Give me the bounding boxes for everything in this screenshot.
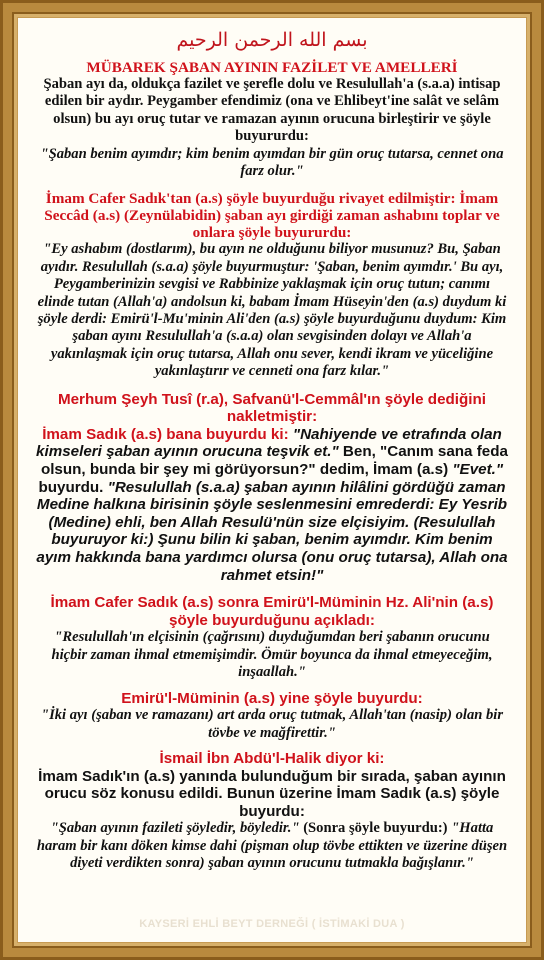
section-3-text-2: buyurdu. xyxy=(38,478,108,496)
section-2-title: İmam Cafer Sadık'tan (a.s) şöyle buyurduğu rivayet edilmiştir: İmam Seccâd (a.s) (Zeynülabidin) şaban ayı girdiği zaman ashabını toplar ve onlara şöyle buyururdu: xyxy=(44,190,500,242)
text-panel xyxy=(17,17,527,943)
section-1-body: Şaban ayı da, oldukça fazilet ve şerefle dolu ve Resulullah'a (s.a.a) intisap edilen bir aydır. Peygamber efendimiz (ona ve Ehlibeyt'ine salât ve selâm olsun) bu ayı oruç tutar ve ramazan ayının orucuna birleştirir ve şöyle buyururdu: xyxy=(43,76,501,145)
section-4-title: İmam Cafer Sadık (a.s) sonra Emirü'l-Müminin Hz. Ali'nin (a.s) şöyle buyurduğunu açıkladı: xyxy=(50,594,494,629)
section-3-title: Merhum Şeyh Tusî (r.a), Safvanü'l-Cemmâl'ın şöyle dediğini nakletmiştir: xyxy=(57,390,487,426)
section-6-text-1: (Sonra şöyle buyurdu:) xyxy=(299,820,452,837)
section-6-quote-block xyxy=(36,820,508,872)
section-3-quote-3: "Resulullah (s.a.a) şaban ayının hilâlini gördüğü zaman Medine halkına birisinin şöyle seslenmesini emrederdi: Ey Yesrib (Medine) ehli, ben Allah Resulü'nün size elçisiyim. (Resulullah buyuruyor ki:) Şunu bilin ki şaban, benim ayımdır. Kim benim ayım hakkında bana yardımcı olursa (onu oruç tutarsa), Allah ona rahmet etsin!" xyxy=(36,478,508,584)
section-3 xyxy=(36,391,508,585)
section-6-body: İmam Sadık'ın (a.s) yanında bulunduğum bir sırada, şaban ayının orucu söz konusu edildi. Bunun üzerine İmam Sadık (a.s) şöyle buyurdu: xyxy=(38,767,506,820)
watermark: KAYSERİ EHLİ BEYT DERNEĞİ ( İSTİMAKİ DUA ) xyxy=(139,918,405,930)
section-1 xyxy=(36,59,508,180)
section-5-quote: "İki ayı (şaban ve ramazanı) art arda oruç tutmak, Allah'tan (nasip) olan bir tövbe ve mağfirettir." xyxy=(40,707,504,741)
section-6-quote-1: "Şaban ayının fazileti şöyledir, böyledir." xyxy=(50,820,300,837)
bismillah: بسم الله الرحمن الرحيم xyxy=(176,29,368,51)
section-4-quote: "Resulullah'ın elçisinin (çağrısını) duyduğumdan beri şabanın orucunu hiçbir zaman ihmal etmemişimdir. Ömür boyunca da ihmal etmeyeceğim, inşaallah." xyxy=(51,629,493,681)
section-6-title: İsmail İbn Abdü'l-Halik diyor ki: xyxy=(159,750,385,768)
section-1-title: MÜBAREK ŞABAN AYININ FAZİLET VE AMELLERİ xyxy=(86,59,458,76)
section-3-lead: İmam Sadık (a.s) bana buyurdu ki: xyxy=(42,425,289,443)
section-6-quote-2: "Hatta haram bir kanı döken kimse dahi (pişman olup tövbe ettikten ve üzerine düşen diyeti verdikten sonra) şaban ayının orucunu tutmakla bağışlanır." xyxy=(36,820,508,872)
section-2 xyxy=(36,190,508,380)
section-3-text-1: Ben, "Canım sana feda olsun, bunda bir şey mi görüyorsun?" dedim, İmam (a.s) xyxy=(40,443,508,479)
section-3-quote-1: "Nahiyende ve etrafında olan kimseleri şaban ayının orucuna teşvik et." xyxy=(36,425,502,461)
section-2-quote: "Ey ashabım (dostlarım), bu ayın ne olduğunu biliyor musunuz? Bu, Şaban ayıdır. Resulullah (s.a.a) şöyle buyurmuştur: 'Şaban, benim ayımdır.' Bu ayı, Peygamberinizin sevgisi ve Rabbinize yaklaşmak için oruç tutun; canımı elinde tutan (Allah'a) andolsun ki, babam İmam Hüseyin'den (a.s) duydum ki şöyle derdi: Emirü'l-Mu'minin Ali'den (a.s) şöyle buyurduğunu duydum: Kim şaban ayını Resulullah'a (s.a.a) olan sevgisinden dolayı ve Allah'a yakınlaşmak için oruç tutarsa, Allah onu sever, kendi ikram ve yüceliğine yakınlaştırır ve cenneti ona farz kılar." xyxy=(37,241,507,380)
section-6 xyxy=(36,750,508,873)
section-1-quote: "Şaban benim ayımdır; kim benim ayımdan bir gün oruç tutarsa, cennet ona farz olur." xyxy=(40,145,504,180)
section-3-quote-2: "Evet." xyxy=(452,461,504,479)
section-5 xyxy=(36,690,508,742)
section-5-title: Emirü'l-Müminin (a.s) yine şöyle buyurdu: xyxy=(121,689,423,707)
section-3-body xyxy=(36,426,508,584)
content xyxy=(18,28,526,873)
section-4 xyxy=(36,594,508,681)
